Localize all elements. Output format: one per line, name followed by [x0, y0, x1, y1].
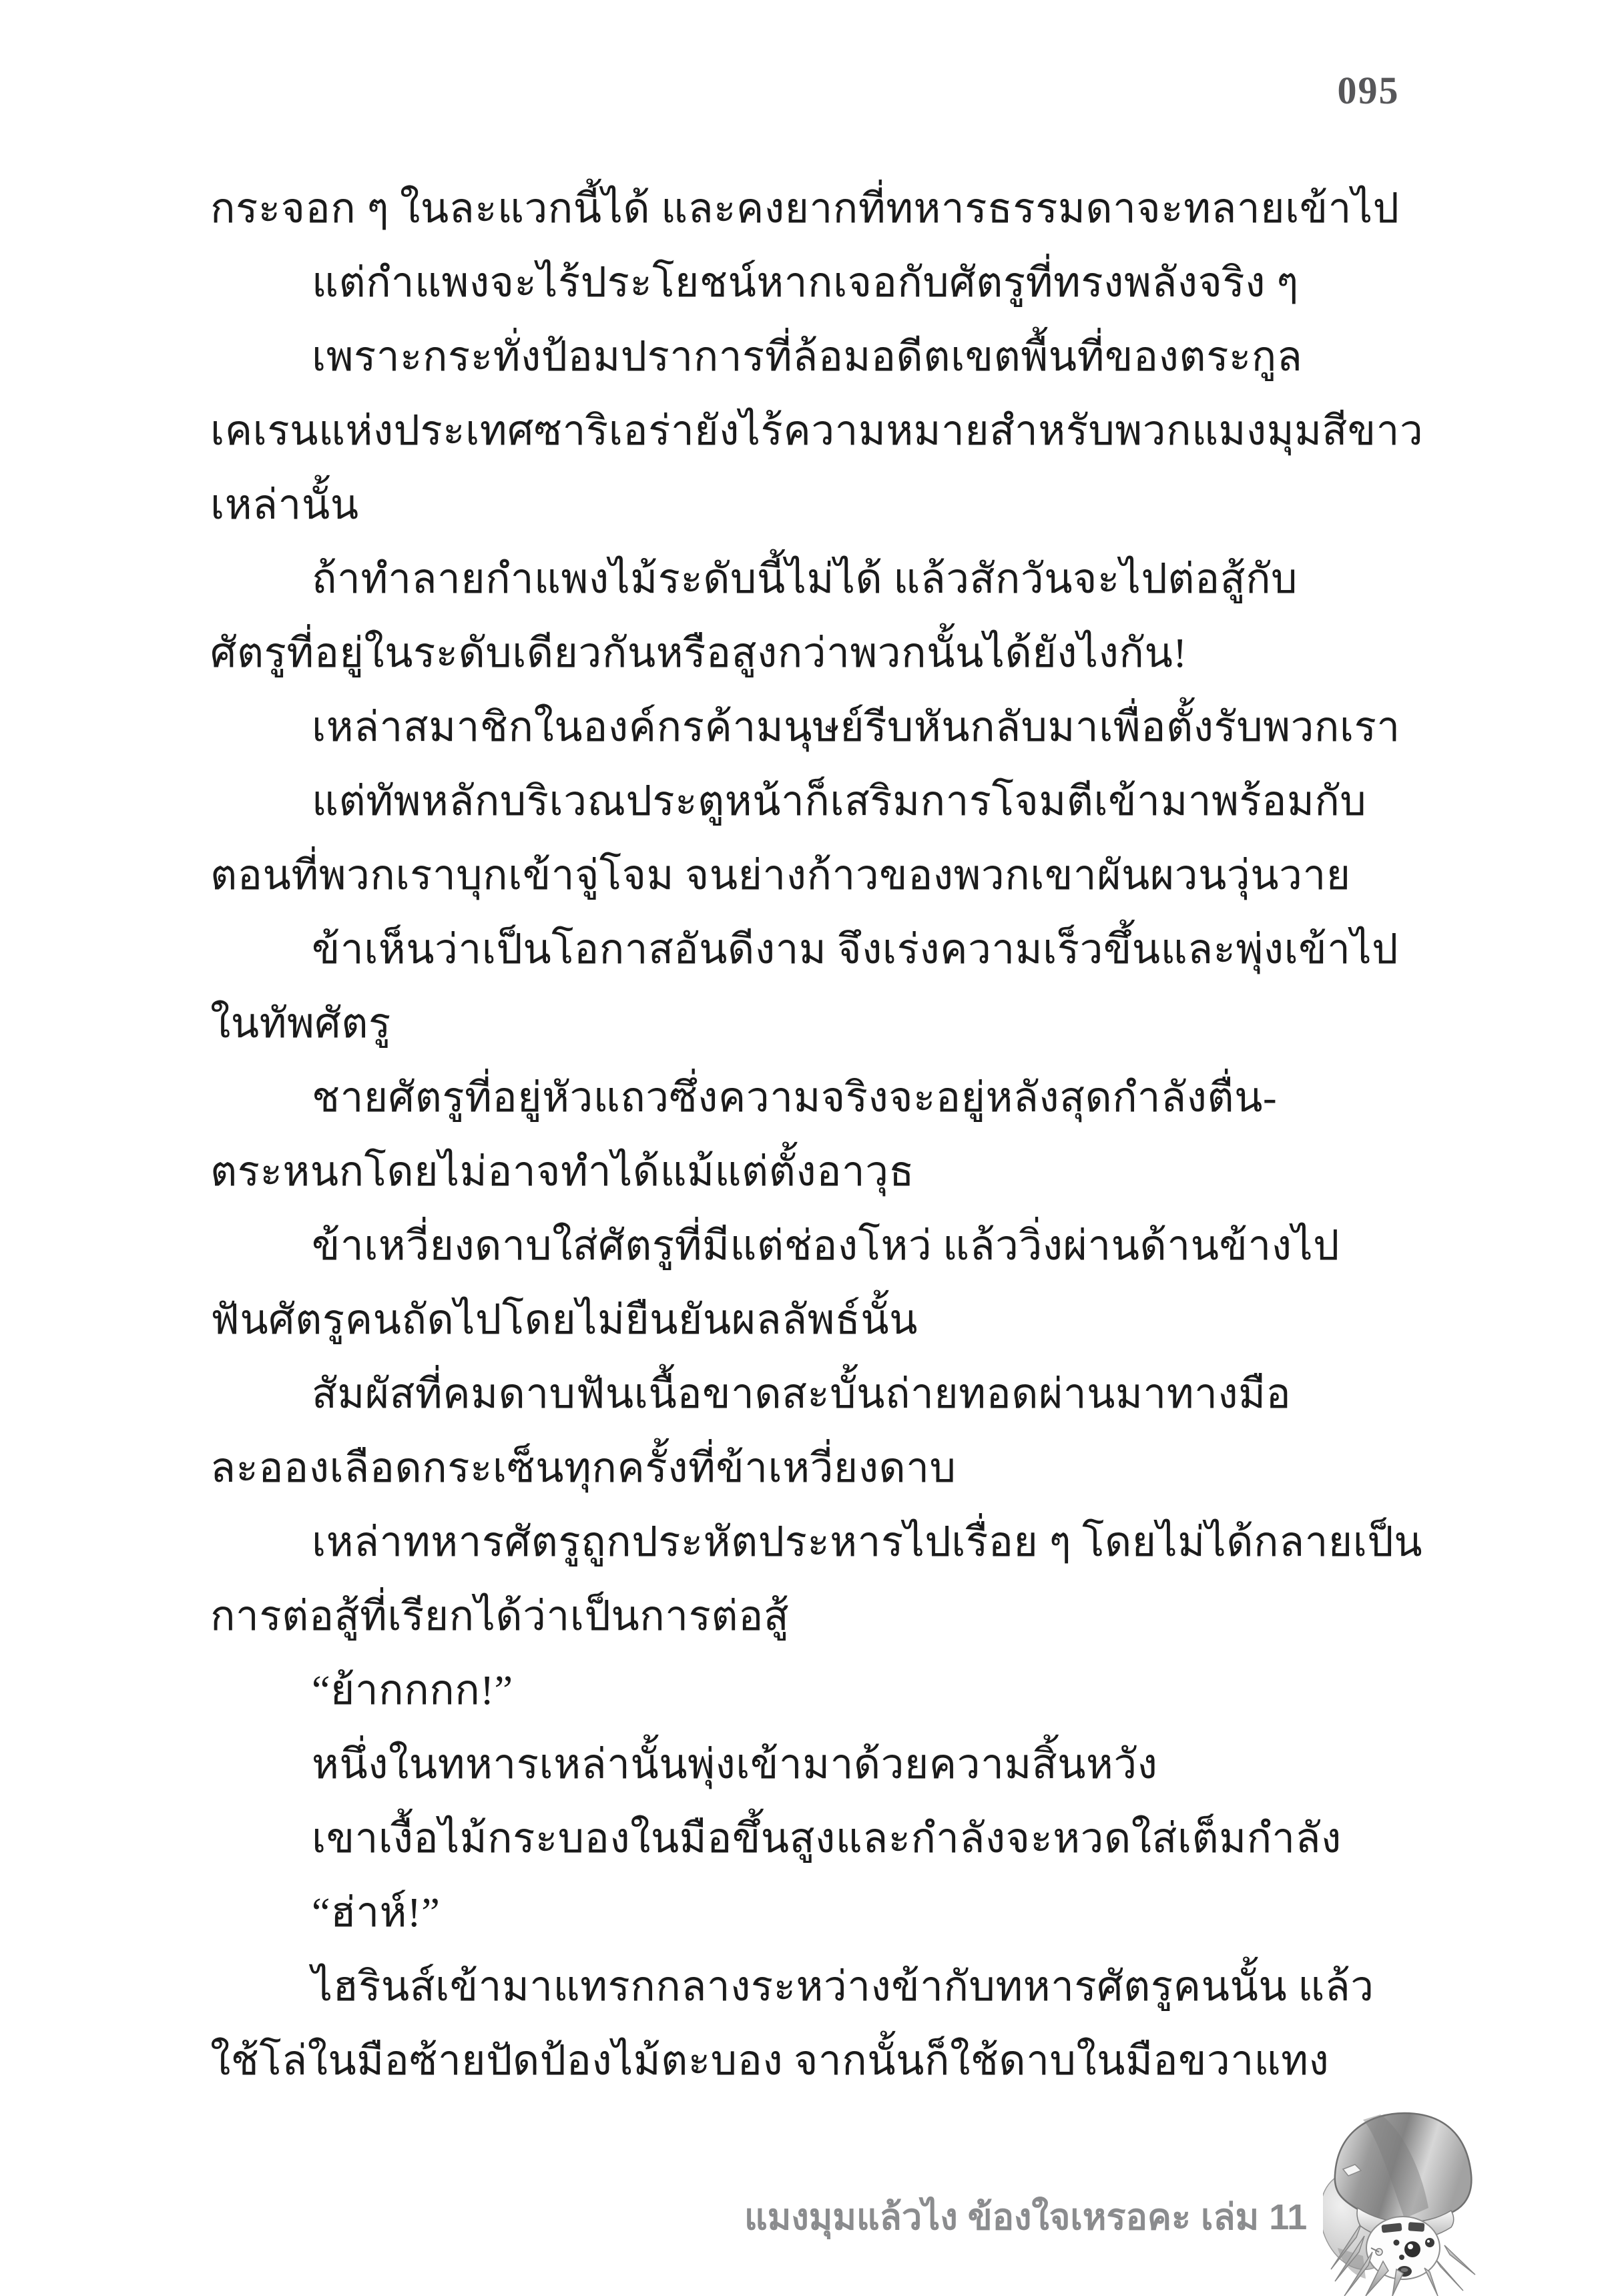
body-line: เหล่านั้น	[210, 483, 359, 528]
body-line: เหล่าทหารศัตรูถูกประหัตประหารไปเรื่อย ๆ โดยไม่ได้กลายเป็น	[312, 1520, 1423, 1565]
body-line: ถ้าทำลายกำแพงไม้ระดับนี้ไม่ได้ แล้วสักวันจะไปต่อสู้กับ	[312, 557, 1298, 602]
body-line: ไฮรินส์เข้ามาแทรกกลางระหว่างข้ากับทหารศัตรูคนนั้น แล้ว	[312, 1964, 1374, 2010]
body-line: “ย้ากกกก!”	[312, 1668, 513, 1713]
body-line: แต่ทัพหลักบริเวณประตูหน้าก็เสริมการโจมตีเข้ามาพร้อมกับ	[312, 779, 1367, 824]
body-line: ชายศัตรูที่อยู่หัวแถวซึ่งความจริงจะอยู่หลังสุดกำลังตื่น-	[312, 1075, 1278, 1121]
body-line: ในทัพศัตรู	[210, 1001, 391, 1047]
body-line: เพราะกระทั่งป้อมปราการที่ล้อมอดีตเขตพื้นที่ของตระกูล	[312, 334, 1303, 380]
page-body	[210, 172, 1424, 2098]
page-number: 095	[1337, 69, 1400, 112]
body-line: ศัตรูที่อยู่ในระดับเดียวกันหรือสูงกว่าพวกนั้นได้ยังไงกัน!	[210, 631, 1187, 676]
body-line: เขาเงื้อไม้กระบองในมือขึ้นสูงและกำลังจะหวดใส่เต็มกำลัง	[312, 1816, 1342, 1861]
body-line: ละอองเลือดกระเซ็นทุกครั้งที่ข้าเหวี่ยงดาบ	[210, 1446, 957, 1491]
body-line: หนึ่งในทหารเหล่านั้นพุ่งเข้ามาด้วยความสิ้นหวัง	[312, 1742, 1158, 1787]
footer-book-title: แมงมุมแล้วไง ข้องใจเหรอคะ เล่ม 11	[744, 2197, 1308, 2237]
body-line: ข้าเหวี่ยงดาบใส่ศัตรูที่มีแต่ช่องโหว่ แล้ววิ่งผ่านด้านข้างไป	[312, 1223, 1340, 1269]
body-line: ข้าเห็นว่าเป็นโอกาสอันดีงาม จึงเร่งความเร็วขึ้นและพุ่งเข้าไป	[312, 927, 1399, 972]
body-line: ตอนที่พวกเราบุกเข้าจู่โจม จนย่างก้าวของพวกเขาผันผวนวุ่นวาย	[210, 853, 1351, 898]
body-line: สัมผัสที่คมดาบฟันเนื้อขาดสะบั้นถ่ายทอดผ่านมาทางมือ	[312, 1372, 1292, 1417]
body-line: “ฮ่าห์!”	[312, 1890, 441, 1936]
body-line: แต่กำแพงจะไร้ประโยชน์หากเจอกับศัตรูที่ทรงพลังจริง ๆ	[312, 260, 1299, 306]
body-line: ตระหนกโดยไม่อาจทำได้แม้แต่ตั้งอาวุธ	[210, 1149, 914, 1195]
body-line: เคเรนแห่งประเทศซาริเอร่ายังไร้ความหมายสำหรับพวกแมงมุมสีขาว	[210, 408, 1424, 454]
spider-mascot-illustration	[1323, 2108, 1483, 2296]
body-line: ใช้โล่ในมือซ้ายปัดป้องไม้ตะบอง จากนั้นก็ใช้ดาบในมือขวาแทง	[210, 2038, 1330, 2084]
body-line: การต่อสู้ที่เรียกได้ว่าเป็นการต่อสู้	[210, 1594, 790, 1639]
body-line: เหล่าสมาชิกในองค์กรค้ามนุษย์รีบหันกลับมาเพื่อตั้งรับพวกเรา	[312, 705, 1400, 750]
body-line: กระจอก ๆ ในละแวกนี้ได้ และคงยากที่ทหารธรรมดาจะทลายเข้าไป	[210, 186, 1400, 232]
body-line: ฟันศัตรูคนถัดไปโดยไม่ยืนยันผลลัพธ์นั้น	[210, 1298, 918, 1343]
spider-icon	[1323, 2108, 1483, 2296]
